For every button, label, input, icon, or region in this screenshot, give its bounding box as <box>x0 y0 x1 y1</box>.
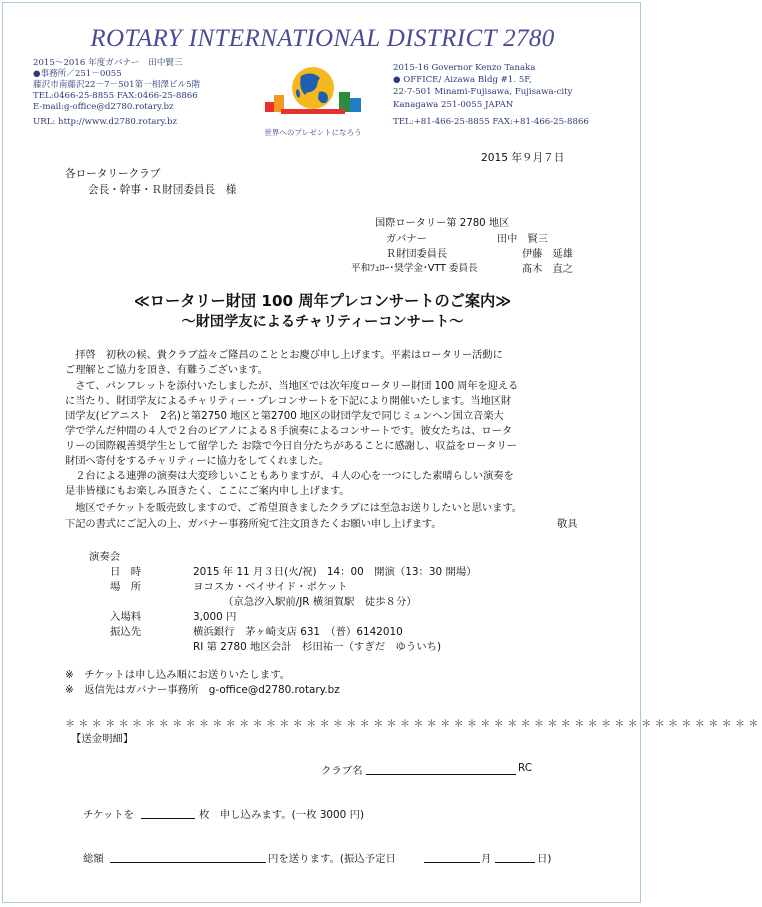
sender-name: 田中 賢三 <box>497 234 548 245</box>
body-line: 財団へ寄付をするチャリティーに協力をしてくれました。 <box>65 455 329 467</box>
letter-date: 2015 年９月７日 <box>481 152 565 164</box>
form-heading: 【送金明細】 <box>71 733 134 745</box>
concert-label: 日 時 <box>110 566 142 578</box>
right-letterhead-line: ● OFFICE/ Aizawa Bldg #1. 5F, <box>393 75 532 86</box>
club-name-field[interactable] <box>366 774 516 775</box>
left-letterhead-line: 2015～2016 年度ガバナー 田中賢三 <box>33 58 183 68</box>
body-line: 団学友(ピアニスト 2名)と第2750 地区と第2700 地区の財団学友で同じミュンヘン国立音楽大 <box>65 410 504 422</box>
body-line: ご理解とご協力を頂き、有難うございます。 <box>65 364 268 376</box>
club-suffix: RC <box>518 762 532 774</box>
body-line: さて、パンフレットを添付いたしましたが、当地区では次年度ロータリー財団 100 周年を迎える <box>65 380 519 392</box>
concert-value: 横浜銀行 茅ヶ崎支店 631 （普）6142010 <box>193 626 403 638</box>
ticket-suffix: 枚 申し込みます。(一枚 3000 円) <box>199 809 365 821</box>
transfer-month-field[interactable] <box>424 862 480 863</box>
month-label: 月 <box>481 853 492 865</box>
body-line: 下記の書式にご記入の上、ガバナー事務所宛て注文頂きたくお願い申し上げます。 <box>65 518 442 530</box>
right-letterhead-line: TEL:+81-466-25-8855 FAX:+81-466-25-8866 <box>393 116 589 127</box>
sender-name: 伊藤 延雄 <box>522 249 573 260</box>
ticket-label: チケットを <box>83 809 135 821</box>
total-label: 総額 <box>83 853 104 865</box>
concert-value: （京急汐入駅前/JR 横須賀駅 徒歩８分） <box>223 596 417 608</box>
left-letterhead-line: TEL:0466-25-8855 FAX:0466-25-8866 <box>33 90 198 101</box>
note-line: ※ 返信先はガバナー事務所 g-office@d2780.rotary.bz <box>65 684 340 696</box>
notice-title: ≪ロータリー財団 100 周年プレコンサートのご案内≫ <box>133 292 512 310</box>
sender-name: 髙木 直之 <box>522 264 573 275</box>
closing-word: 敬具 <box>557 518 578 530</box>
body-line: 学で学んだ仲間の４人で２台のピアノによる８手演奏によるコンサートです。彼女たちは、ロータ <box>65 425 513 437</box>
sender-role: Ｒ財団委員長 <box>386 249 448 260</box>
concert-value: 3,000 円 <box>193 611 237 623</box>
body-line: 地区でチケットを販売致しますので、ご希望頂きましたクラブには至急お送りしたいと思います。 <box>65 502 522 514</box>
sender-role: ガバナー <box>386 234 427 245</box>
body-line: 是非皆様にもお楽しみ頂きたく、ここにご案内申し上げます。 <box>65 485 350 497</box>
left-letterhead-line: ●事務所／251－0055 <box>33 68 122 79</box>
concert-label: 入場料 <box>110 611 142 623</box>
concert-value: 2015 年 11 月３日(火/祝) 14：00 開演（13：30 開場） <box>193 566 477 578</box>
body-line: ２台による連弾の演奏は大変珍しいこともありますが、４人の心を一つにした素晴らしい演奏を <box>65 470 514 482</box>
right-letterhead-line: 2015-16 Governor Kenzo Tanaka <box>393 63 536 73</box>
district-title: ROTARY INTERNATIONAL DISTRICT 2780 <box>90 25 555 52</box>
recipient-line: 各ロータリークラブ <box>65 168 161 180</box>
total-amount-field[interactable] <box>110 862 266 863</box>
separator-line: ＊＊＊＊＊＊＊＊＊＊＊＊＊＊＊＊＊＊＊＊＊＊＊＊＊＊＊＊＊＊＊＊＊＊＊＊＊＊＊＊＊＊＊＊＊＊＊＊＊＊＊＊ <box>65 719 762 730</box>
concert-value: RI 第 2780 地区会計 杉田祐一（すぎだ ゆういち) <box>193 641 442 653</box>
logo-caption: 世界へのプレゼントになろう <box>264 128 362 137</box>
note-line: ※ チケットは申し込み順にお送りいたします。 <box>65 669 291 681</box>
notice-subtitle: ～財団学友によるチャリティーコンサート～ <box>181 314 464 330</box>
body-line: 拝啓 初秋の候、貴クラブ益々ご隆昌のこととお慶び申し上げます。平素はロータリー活動に <box>65 349 503 361</box>
left-letterhead <box>33 58 200 127</box>
sender-org: 国際ロータリー第 2780 地区 <box>375 218 510 229</box>
globe-logo-icon <box>259 61 367 129</box>
right-letterhead-line: Kanagawa 251-0055 JAPAN <box>393 99 514 110</box>
concert-value: ヨコスカ・ベイサイド・ポケット <box>193 581 348 593</box>
club-name-label: クラブ名 <box>321 765 363 777</box>
concert-label: 振込先 <box>110 626 142 638</box>
ticket-count-field[interactable] <box>141 818 195 819</box>
left-letterhead-line: URL: http://www.d2780.rotary.bz <box>33 116 177 127</box>
letter-page <box>2 2 762 903</box>
right-letterhead <box>393 62 589 128</box>
left-letterhead-line: E-mail:g-office@d2780.rotary.bz <box>33 101 174 112</box>
body-line: に当たり、財団学友によるチャリティー・プレコンサートを下記により開催いたします。当地区財 <box>65 395 512 407</box>
day-label: 日) <box>537 853 552 865</box>
concert-heading: 演奏会 <box>89 551 121 563</box>
transfer-day-field[interactable] <box>495 862 535 863</box>
left-letterhead-line: 藤沢市南藤沢22－7－501第一相澤ビル5階 <box>33 79 201 90</box>
right-letterhead-line: 22-7-501 Minami-Fujisawa, Fujisawa-city <box>393 87 573 98</box>
body-line: リーの国際親善奨学生として留学した お陰で今日自分たちがあることに感謝し、収益をロータリー <box>65 440 517 452</box>
recipient-line: 会長・幹事・Ｒ財団委員長 様 <box>88 184 237 196</box>
total-mid-label: 円を送ります。(振込予定日 <box>268 853 396 865</box>
concert-label: 場 所 <box>110 581 142 593</box>
sender-role: 平和ﾌｪﾛｰ･奨学金･VTT 委員長 <box>351 263 478 274</box>
